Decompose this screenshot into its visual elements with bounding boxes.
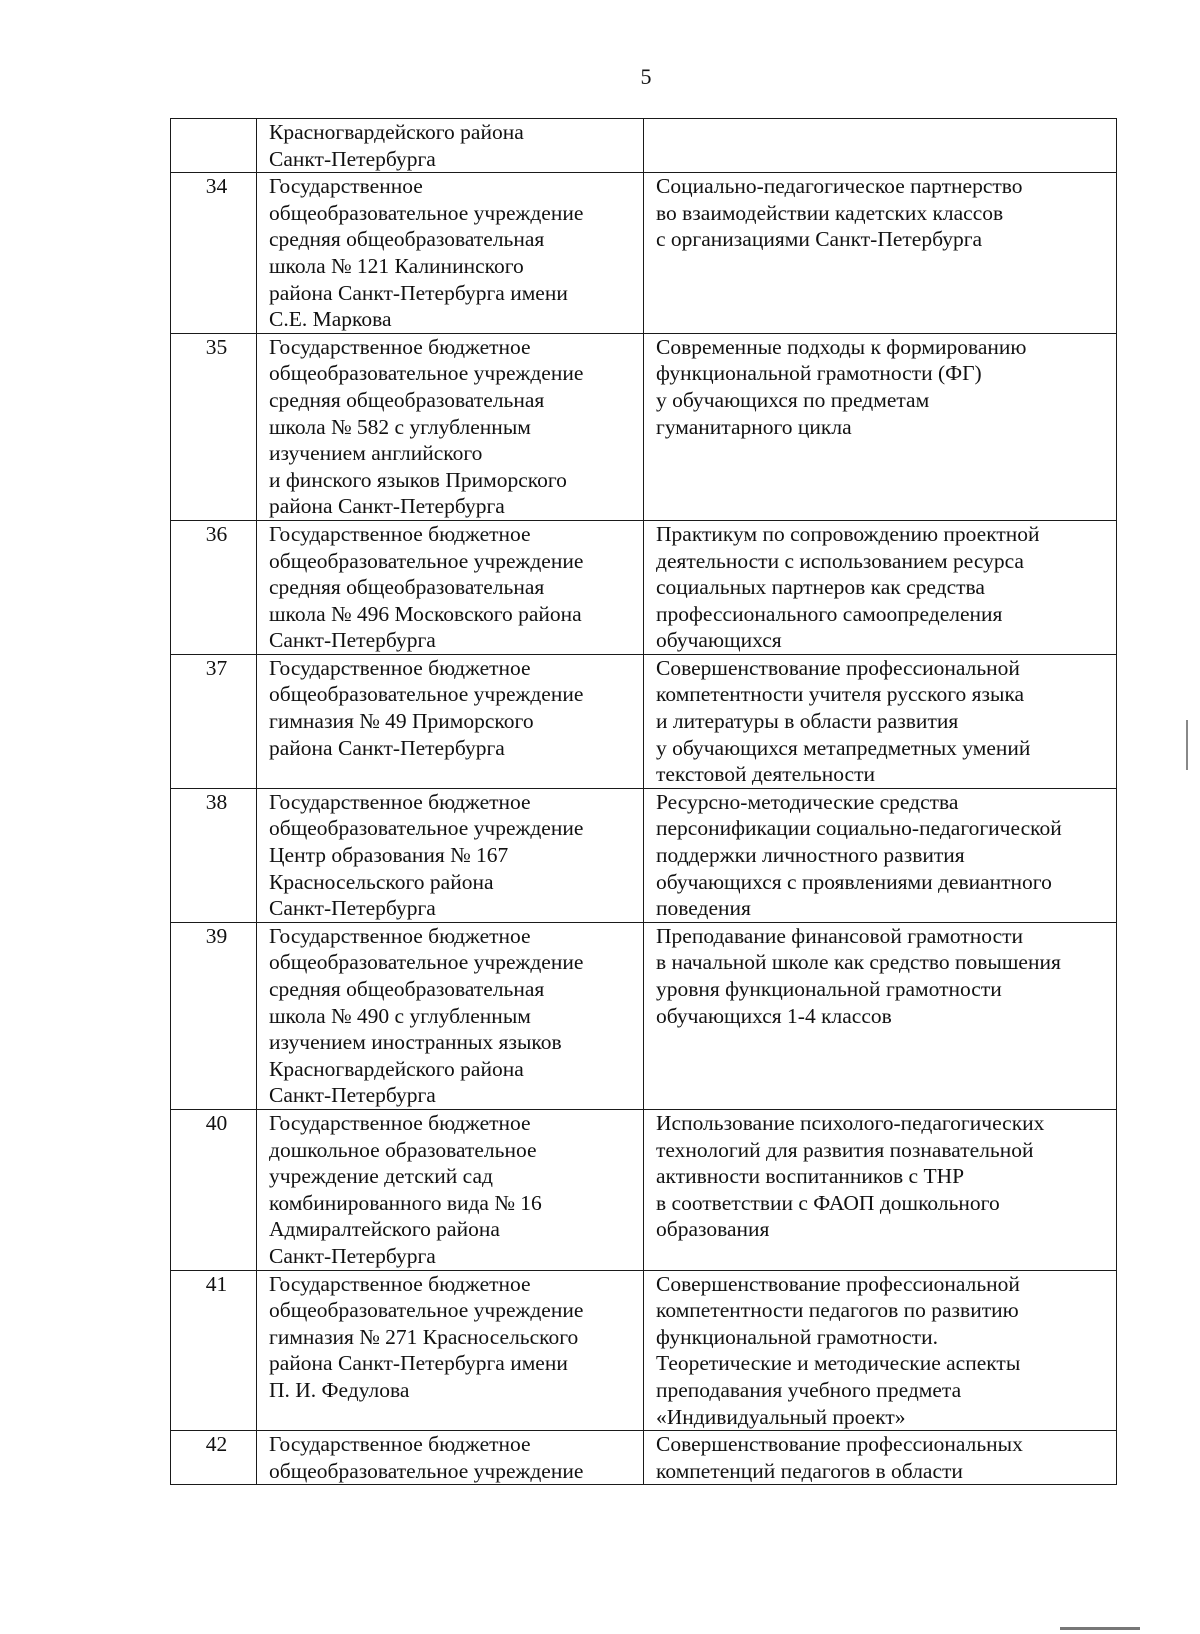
table-row	[171, 1431, 1117, 1485]
organization-cell	[257, 333, 644, 520]
organization-line: школа № 121 Калининского	[269, 253, 524, 278]
topic-line: во взаимодействии кадетских классов	[656, 200, 1004, 225]
table-row	[171, 788, 1117, 922]
organization-line: Государственное бюджетное	[269, 655, 531, 680]
organization-line: Санкт-Петербурга	[269, 896, 436, 921]
row-number-cell	[171, 1109, 257, 1270]
scan-artifact-right	[1186, 720, 1188, 770]
topic-line: Совершенствование профессиональных	[656, 1432, 1023, 1457]
organization-line: изучением английского	[269, 441, 483, 466]
organization-line: школа № 582 с углубленным	[269, 414, 531, 439]
topic-line: Социально-педагогическое партнерство	[656, 174, 1023, 199]
topic-cell	[644, 1109, 1117, 1270]
organization-line: гимназия № 49 Приморского	[269, 709, 534, 734]
topic-line: компетентности учителя русского языка	[656, 682, 1025, 707]
organization-line: Государственное бюджетное	[269, 1110, 531, 1135]
organization-line: общеобразовательное учреждение	[269, 200, 584, 225]
row-number-cell	[171, 520, 257, 654]
row-number-cell	[171, 1431, 257, 1485]
topic-cell	[644, 922, 1117, 1109]
organization-cell	[257, 1431, 644, 1485]
row-number-cell	[171, 119, 257, 173]
row-number-cell	[171, 173, 257, 334]
organization-line: гимназия № 271 Красносельского	[269, 1324, 579, 1349]
organization-line: средняя общеобразовательная	[269, 227, 545, 252]
organization-line: общеобразовательное учреждение	[269, 682, 584, 707]
organization-line: П. И. Федулова	[269, 1377, 410, 1402]
organization-line: школа № 490 с углубленным	[269, 1003, 531, 1028]
scan-artifact-bottom	[1060, 1627, 1140, 1630]
organization-line: Санкт-Петербурга	[269, 628, 436, 653]
organization-line: района Санкт-Петербурга имени	[269, 1351, 568, 1376]
row-number: 34	[205, 174, 228, 199]
topic-line: персонификации социально-педагогической	[656, 816, 1062, 841]
organization-cell	[257, 173, 644, 334]
table-row	[171, 119, 1117, 173]
topic-line: Практикум по сопровождению проектной	[656, 521, 1040, 546]
topic-line: поддержки личностного развития	[656, 843, 965, 868]
topic-line: Теоретические и методические аспекты	[656, 1351, 1021, 1376]
topic-cell	[644, 119, 1117, 173]
topic-line: «Индивидуальный проект»	[656, 1404, 906, 1429]
row-number: 41	[205, 1271, 228, 1296]
organization-line: общеобразовательное учреждение	[269, 361, 584, 386]
organization-line: общеобразовательное учреждение	[269, 950, 584, 975]
topic-line: преподавания учебного предмета	[656, 1377, 962, 1402]
topic-line: уровня функциональной грамотности	[656, 977, 1002, 1001]
page-number: 5	[640, 64, 652, 89]
topic-cell	[644, 173, 1117, 334]
organization-line: Красногвардейского района	[269, 120, 524, 144]
row-number-cell	[171, 333, 257, 520]
organization-line: Государственное бюджетное	[269, 923, 531, 948]
row-number: 40	[205, 1110, 228, 1135]
table-row	[171, 1109, 1117, 1270]
organization-line: Государственное бюджетное	[269, 334, 531, 359]
organization-line: средняя общеобразовательная	[269, 575, 545, 600]
row-number: 35	[205, 334, 228, 359]
topic-cell	[644, 1270, 1117, 1431]
organization-line: Государственное бюджетное	[269, 1432, 531, 1457]
organization-line: средняя общеобразовательная	[269, 387, 545, 412]
table-row	[171, 1270, 1117, 1431]
organization-line: Адмиралтейского района	[269, 1217, 500, 1242]
organization-line: средняя общеобразовательная	[269, 977, 545, 1001]
row-number: 36	[205, 521, 228, 546]
organization-cell	[257, 1109, 644, 1270]
organization-line: района Санкт-Петербурга	[269, 494, 505, 519]
table-row	[171, 654, 1117, 788]
organization-line: общеобразовательное учреждение	[269, 548, 584, 573]
organization-line: Красногвардейского района	[269, 1056, 524, 1081]
organization-line: учреждение детский сад	[269, 1164, 493, 1189]
topic-line: в начальной школе как средство повышения	[656, 950, 1061, 975]
topic-cell	[644, 654, 1117, 788]
topic-line: Совершенствование профессиональной	[656, 655, 1020, 680]
topic-cell	[644, 520, 1117, 654]
organization-line: Государственное бюджетное	[269, 521, 531, 546]
row-number: 37	[205, 655, 228, 680]
topic-line: в соответствии с ФАОП дошкольного	[656, 1190, 1000, 1215]
table-row	[171, 520, 1117, 654]
organization-cell	[257, 1270, 644, 1431]
topic-line: функциональной грамотности.	[656, 1324, 938, 1349]
organization-line: Красносельского района	[269, 869, 494, 894]
topic-line: текстовой деятельности	[656, 762, 875, 787]
organization-line: района Санкт-Петербурга имени	[269, 280, 568, 305]
topic-line: компетентности педагогов по развитию	[656, 1298, 1019, 1323]
topic-line: социальных партнеров как средства	[656, 575, 985, 600]
topic-line: обучающихся 1-4 классов	[656, 1003, 892, 1028]
topic-line: компетенций педагогов в области	[656, 1458, 963, 1483]
topic-line: поведения	[656, 896, 751, 921]
organization-line: Центр образования № 167	[269, 843, 509, 868]
topic-line: Современные подходы к формированию	[656, 334, 1027, 359]
organization-line: изучением иностранных языков	[269, 1030, 562, 1055]
topic-line: Совершенствование профессиональной	[656, 1271, 1020, 1296]
organization-cell	[257, 654, 644, 788]
table-row	[171, 333, 1117, 520]
table-row	[171, 922, 1117, 1109]
topic-line: с организациями Санкт-Петербурга	[656, 227, 983, 252]
organization-cell	[257, 119, 644, 173]
organization-cell	[257, 922, 644, 1109]
organization-line: С.Е. Маркова	[269, 307, 392, 332]
topic-line: обучающихся с проявлениями девиантного	[656, 869, 1052, 894]
organization-line: Государственное	[269, 174, 423, 199]
topic-line: Ресурсно-методические средства	[656, 789, 959, 814]
row-number: 42	[205, 1432, 228, 1457]
table-body	[171, 119, 1117, 1485]
topic-line: и литературы в области развития	[656, 709, 959, 734]
organization-cell	[257, 788, 644, 922]
topic-line: у обучающихся метапредметных умений	[656, 735, 1031, 760]
topic-line: технологий для развития познавательной	[656, 1137, 1034, 1162]
topic-line: Преподавание финансовой грамотности	[656, 923, 1024, 948]
topic-line: гуманитарного цикла	[656, 414, 852, 439]
organization-line: района Санкт-Петербурга	[269, 735, 505, 760]
organization-line: Санкт-Петербурга	[269, 1243, 436, 1268]
topic-line: у обучающихся по предметам	[656, 387, 930, 412]
organization-line: дошкольное образовательное	[269, 1137, 537, 1162]
row-number: 39	[205, 923, 228, 948]
organization-line: общеобразовательное учреждение	[269, 1458, 584, 1483]
topic-line: профессионального самоопределения	[656, 601, 1003, 626]
organization-line: общеобразовательное учреждение	[269, 816, 584, 841]
organization-line: школа № 496 Московского района	[269, 601, 582, 626]
row-number-cell	[171, 654, 257, 788]
organization-line: Государственное бюджетное	[269, 1271, 531, 1296]
topic-line: активности воспитанников с ТНР	[656, 1164, 965, 1189]
organizations-table	[170, 118, 1117, 1485]
organization-line: и финского языков Приморского	[269, 467, 567, 492]
topic-cell	[644, 1431, 1117, 1485]
topic-cell	[644, 333, 1117, 520]
topic-line: обучающихся	[656, 628, 782, 653]
topic-line: образования	[656, 1217, 770, 1242]
organization-line: Государственное бюджетное	[269, 789, 531, 814]
topic-line: деятельности с использованием ресурса	[656, 548, 1024, 573]
topic-cell	[644, 788, 1117, 922]
topic-line: Использование психолого-педагогических	[656, 1110, 1045, 1135]
organization-cell	[257, 520, 644, 654]
row-number: 38	[205, 789, 228, 814]
organization-line: общеобразовательное учреждение	[269, 1298, 584, 1323]
organization-line: Санкт-Петербурга	[269, 1083, 436, 1108]
topic-line: функциональной грамотности (ФГ)	[656, 361, 982, 386]
row-number-cell	[171, 788, 257, 922]
row-number-cell	[171, 922, 257, 1109]
organization-line: Санкт-Петербурга	[269, 146, 436, 171]
row-number-cell	[171, 1270, 257, 1431]
organization-line: комбинированного вида № 16	[269, 1190, 542, 1215]
table-row	[171, 173, 1117, 334]
